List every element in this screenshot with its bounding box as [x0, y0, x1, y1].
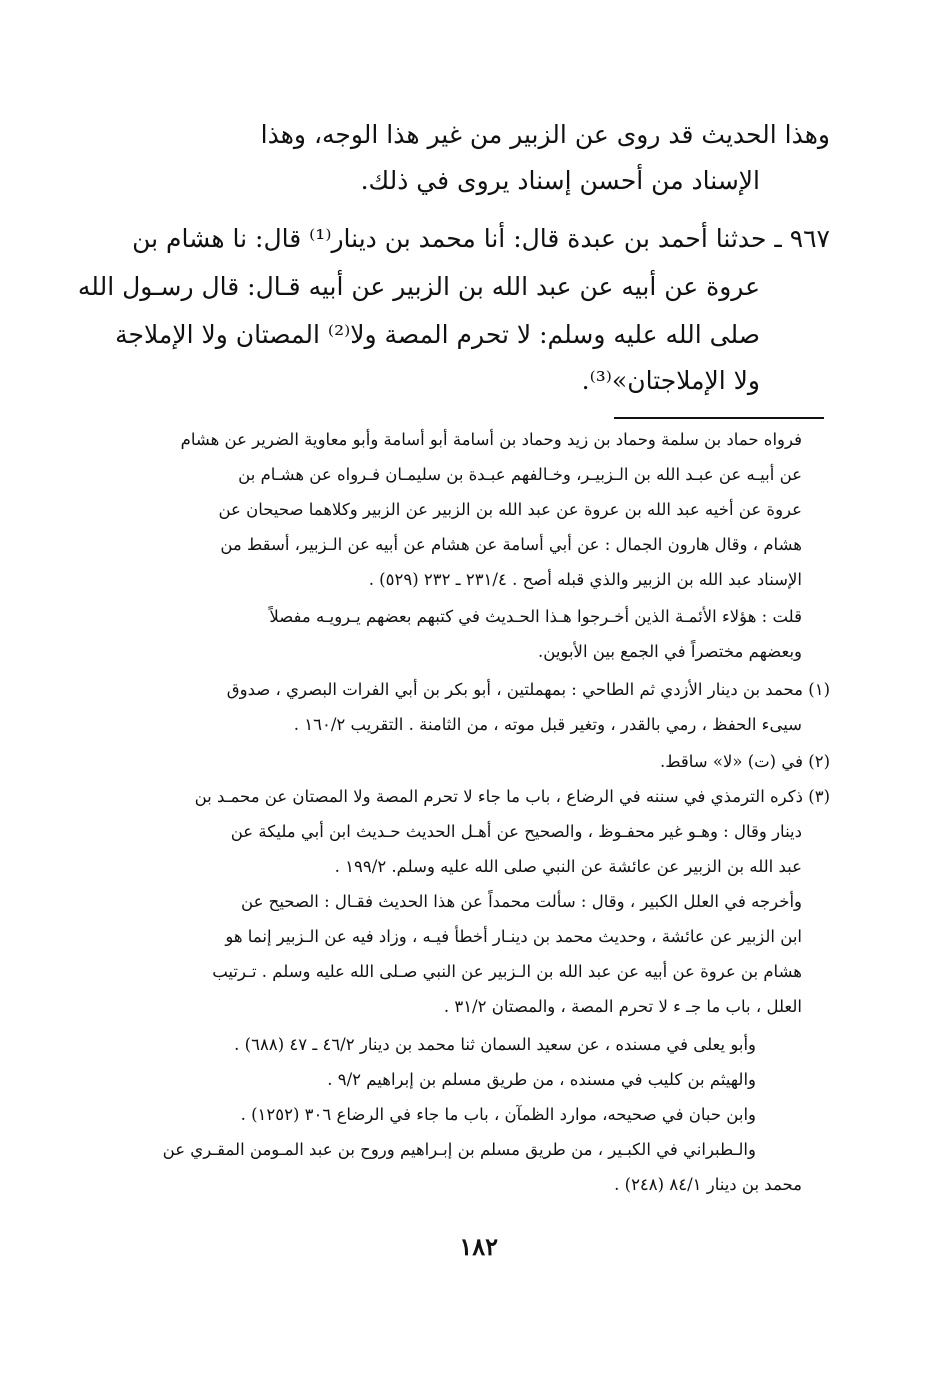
- footnote-line: ابن الزبير عن عائشة ، وحديث محمد بن دينـار أخطأ فيـه ، وزاد فيه عن الـزبير إنما هو: [225, 927, 802, 946]
- hadith-967-line: عروة عن أبيه عن عبد الله بن الزبير عن أبيه قـال: قال رسـول الله: [77, 272, 760, 301]
- footnote-line: هشام ، وقال هارون الجمال : عن أبي أسامة عن هشام عن أبيه عن الـزبير، أسقط من: [220, 535, 802, 554]
- footnote-line: قلت : هؤلاء الأئمـة الذين أخـرجوا هـذا الحـديث في كتبهم بعضهم يـرويـه مفصلاً: [269, 607, 802, 626]
- main-line: الإسناد من أحسن إسناد يروى في ذلك.: [360, 166, 760, 195]
- footnote-line: والـطبراني في الكبـير ، من طريق مسلم بن إبـراهيم وروح بن عبد المـومن المقـري عن: [162, 1140, 756, 1159]
- footnote-1-cont: سيىء الحفظ ، رمي بالقدر ، وتغير قبل موته ، من الثامنة . التقريب ١٦٠/٢ .: [293, 715, 802, 734]
- main-line: وهذا الحديث قد روى عن الزبير من غير هذا الوجه، وهذا: [260, 120, 830, 149]
- footnote-3-cont: دينار وقال : وهـو غير محفـوظ ، والصحيح عن أهـل الحديث حـديث ابن أبي مليكة عن: [230, 822, 802, 841]
- footnote-line: وأبو يعلى في مسنده ، عن سعيد السمان ثنا محمد بن دينار ٤٦/٢ ـ ٤٧ (٦٨٨) .: [234, 1035, 756, 1054]
- hadith-967-line: صلى الله عليه وسلم: لا تحرم المصة ولا⁽²⁾ المصتان ولا الإملاجة: [115, 320, 760, 349]
- footnote-1: (١) محمد بن دينار الأزدي ثم الطاحي : بمهملتين ، أبو بكر بن أبي الفرات البصري ، صدوق: [226, 680, 830, 699]
- footnote-line: والهيثم بن كليب في مسنده ، من طريق مسلم بن إبراهيم ٩/٢ .: [327, 1070, 756, 1089]
- footnote-line: وبعضهم مختصراً في الجمع بين الأبوين.: [538, 642, 802, 661]
- footnote-3-cont: عبد الله بن الزبير عن عائشة عن النبي صلى الله عليه وسلم. ١٩٩/٢ .: [334, 857, 802, 876]
- page-number: ١٨٢: [459, 1232, 498, 1261]
- hadith-967-line: ولا الإملاجتان»⁽³⁾.: [581, 366, 760, 395]
- footnote-line: محمد بن دينار ٨٤/١ (٢٤٨) .: [614, 1175, 802, 1194]
- footnote-line: هشام بن عروة عن أبيه عن عبد الله بن الـزبير عن النبي صـلى الله عليه وسلم . تـرتيب: [212, 962, 802, 981]
- footnote-separator: [614, 417, 824, 419]
- hadith-967-line: ٩٦٧ ـ حدثنا أحمد بن عبدة قال: أنا محمد بن دينار⁽¹⁾ قال: نا هشام بن: [132, 224, 830, 253]
- footnote-line: وأخرجه في العلل الكبير ، وقال : سألت محمداً عن هذا الحديث فقـال : الصحيح عن: [241, 892, 802, 911]
- footnote-line: عن أبيـه عن عبـد الله بن الـزبيـر، وخـالفهم عبـدة بن سليمـان فـرواه عن هشـام بن: [238, 465, 802, 484]
- footnote-3: (٣) ذكره الترمذي في سننه في الرضاع ، باب ما جاء لا تحرم المصة ولا المصتان عن محمـد بن: [194, 787, 830, 806]
- footnote-line: فرواه حماد بن سلمة وحماد بن زيد وحماد بن أسامة أبو أسامة وأبو معاوية الضرير عن هشام: [180, 430, 802, 449]
- footnote-line: عروة عن أخيه عبد الله بن عروة عن عبد الله بن الزبير عن الزبير وكلاهما صحيحان عن: [218, 500, 802, 519]
- footnote-2: (٢) في (ت) «لا» ساقط.: [659, 752, 830, 771]
- footnote-line: العلل ، باب ما جـ ء لا تحرم المصة ، والمصتان ٣١/٢ .: [443, 997, 802, 1016]
- footnote-line: الإسناد عبد الله بن الزبير والذي قبله أصح . ٢٣١/٤ ـ ٢٣٢ (٥٢٩) .: [368, 570, 802, 589]
- footnote-line: وابن حبان في صحيحه، موارد الظمآن ، باب ما جاء في الرضاع ٣٠٦ (١٢٥٢) .: [240, 1105, 756, 1124]
